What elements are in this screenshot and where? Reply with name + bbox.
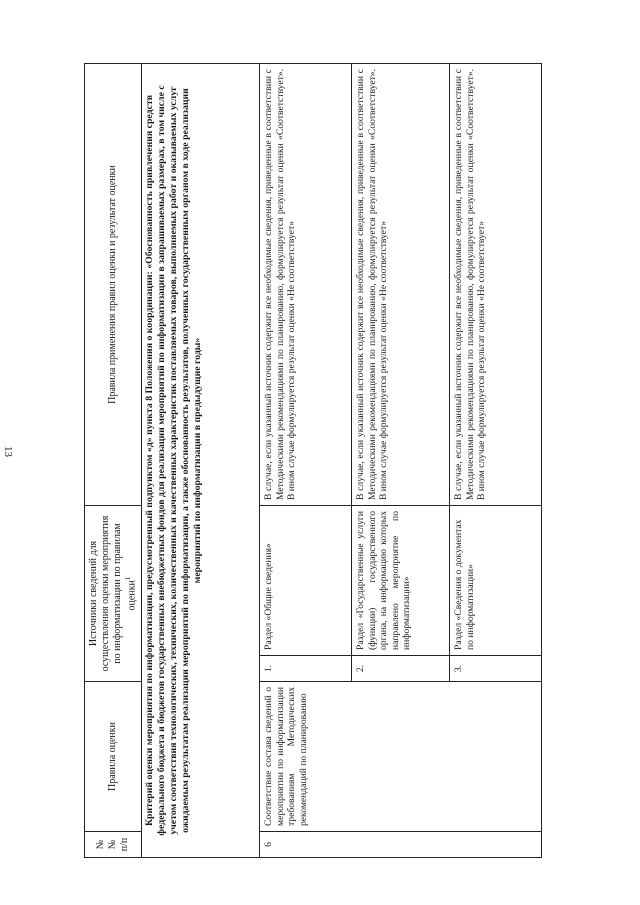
- header-source: Источники сведений для осуществления оценки мероприятия по информатизации по правилам оценки$^1$: [85, 506, 142, 682]
- criterion-text: Критерий оценки мероприятия по информатизации, предусмотренный подпунктом «д» пункта 8 Положения о координации: «Обоснованность привлечения средств федерального бюджета и бюджетов государственных внебюджетных фондов для реализации мероприятий по информатизации в запрашиваемых размерах, в том числе с учетом соответствия технологических, технических, количественных и качественных характеристик поставляемых товаров, выполняемых работ и оказываемых услуг ожидаемым результатам реализации мероприятий по информатизации, а также обоснованность результатов, полученных государственным органом в ходе реализации мероприятий по информатизации в предыдущие годы»: [142, 64, 260, 858]
- apply-text: В случае, если указанный источник содержит все необходимые сведения, приведенные в соответствии с Методическими рекомендациями по планированию, формулируется результат оценки «Соответствует». В ином случае формулируется результат оценки «Не соответствует»: [260, 64, 352, 506]
- row-number: 6: [260, 832, 542, 858]
- header-apply: Правила применения правил оценки и результат оценки: [85, 64, 142, 506]
- source-text: Раздел «Общие сведения»: [260, 506, 352, 656]
- evaluation-table: [84, 63, 542, 858]
- page-number: 13: [2, 446, 14, 457]
- source-text: Раздел «Государственные услуги (функции) государственного органа, на информацию которых направлено мероприятие по информатизации»: [352, 506, 450, 656]
- source-text: Раздел «Сведения о документах по информатизации»: [450, 506, 542, 656]
- header-rule: Правила оценки: [85, 682, 142, 832]
- header-num: №№ п/п: [85, 832, 142, 858]
- table-row: [260, 64, 352, 858]
- apply-text: В случае, если указанный источник содержит все необходимые сведения, приведенные в соответствии с Методическими рекомендациями по планированию, формулируется результат оценки «Соответствует». В ином случае формулируется результат оценки «Не соответствует»: [450, 64, 542, 506]
- rule-text: Соответствие состава сведений о мероприятии по информатизации требованиям Методических рекомендаций по планированию: [260, 682, 542, 832]
- source-number: 1.: [260, 656, 352, 682]
- rotated-page-content: [84, 63, 534, 858]
- source-number: 3.: [450, 656, 542, 682]
- criterion-row: [142, 64, 260, 858]
- table-header-row: [85, 64, 142, 858]
- source-number: 2.: [352, 656, 450, 682]
- apply-text: В случае, если указанный источник содержит все необходимые сведения, приведенные в соответствии с Методическими рекомендациями по планированию, формулируется результат оценки «Соответствует». В ином случае формулируется результат оценки «Не соответствует»: [352, 64, 450, 506]
